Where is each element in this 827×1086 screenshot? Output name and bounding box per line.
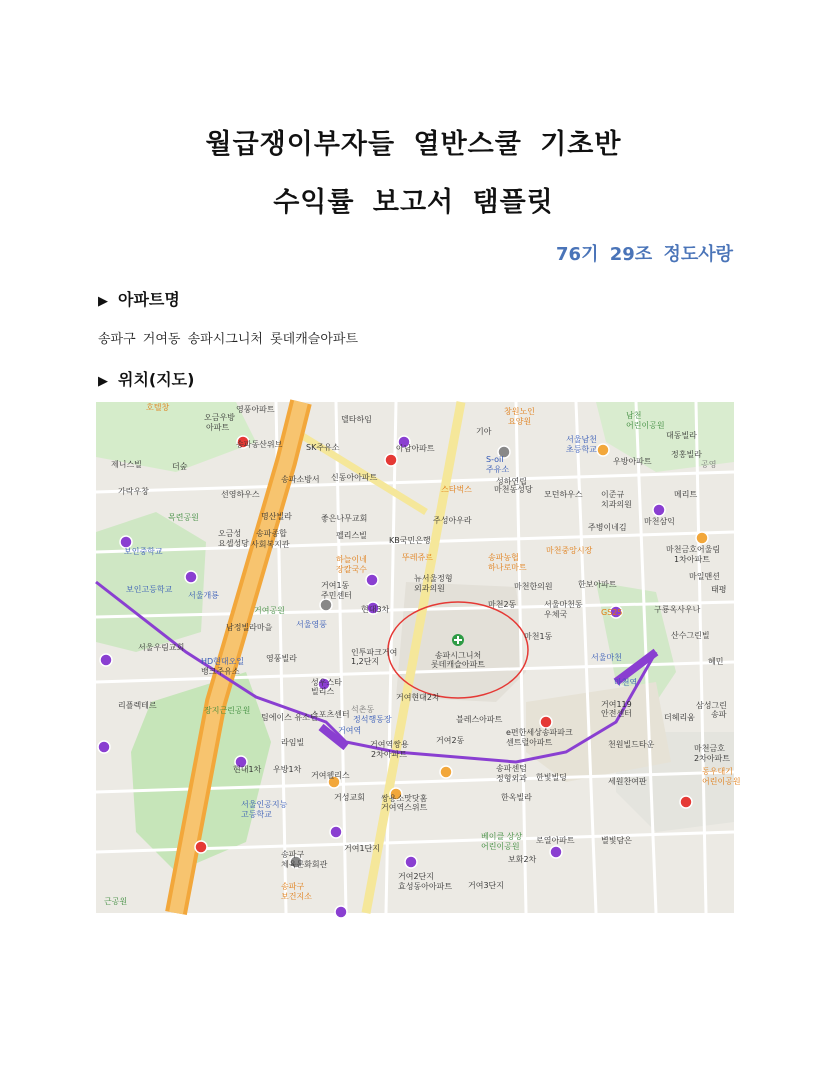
map-label: 서울인공지능 xyxy=(241,800,288,809)
map-label: 거여웰리스 xyxy=(311,771,350,780)
map-label: 서울영풍 xyxy=(296,620,327,629)
map-label: 2차아파트 xyxy=(371,750,408,759)
poi-marker-icon[interactable] xyxy=(680,796,692,808)
map-label: 거여2동 xyxy=(436,736,465,745)
section-label: 아파트명 xyxy=(118,290,180,309)
map-label: 구룡옥사우나 xyxy=(654,605,701,614)
map-label: 거성교회 xyxy=(334,793,365,802)
map-label: 대동빌라 xyxy=(666,431,697,440)
map-label: 안전센터 xyxy=(601,709,632,718)
poi-marker-icon[interactable] xyxy=(366,574,378,586)
map-label: 인투파크거여 xyxy=(351,648,398,657)
triangle-bullet-icon: ▶ xyxy=(98,294,108,309)
map-label: 한빛빌딩 xyxy=(536,773,567,782)
map-label: 마천금호어울림 xyxy=(666,545,721,554)
map-label: 성우스타 xyxy=(311,678,342,687)
map-label: 송파 xyxy=(711,710,727,719)
document-title-line1: 월급쟁이부자들 열반스쿨 기초반 xyxy=(205,129,622,160)
map-label: 창원노인 xyxy=(504,407,535,416)
map-label: 태평 xyxy=(711,585,727,594)
map-label: 팀에이스 유소년 xyxy=(261,713,318,722)
poi-marker-icon[interactable] xyxy=(405,856,417,868)
map-label: 마천동성당 xyxy=(494,485,533,494)
map-label: 사회복지관 xyxy=(251,540,290,549)
map-label: 펠리스빌 xyxy=(336,531,367,540)
author-info: 76기 29조 정도사랑 xyxy=(556,244,733,265)
map-label: 뚜레쥬르 xyxy=(402,553,433,562)
map-label: 어린이공원 xyxy=(481,842,520,851)
poi-marker-icon[interactable] xyxy=(320,599,332,611)
map-label: 거여역스위트 xyxy=(381,803,428,812)
location-map[interactable] xyxy=(96,402,741,913)
map-label: 좋은나무교회 xyxy=(321,514,368,523)
section-heading-location xyxy=(98,367,194,390)
map-label: 거여119 xyxy=(601,700,632,709)
map-label: 천원빌드타운 xyxy=(608,740,655,749)
map-label: 송파구 xyxy=(281,882,305,891)
map-label: 남천 xyxy=(626,411,642,420)
map-label: 거여공원 xyxy=(254,606,285,615)
poi-marker-icon[interactable] xyxy=(185,571,197,583)
map-label: 영풍빌라 xyxy=(266,654,297,663)
poi-marker-icon[interactable] xyxy=(597,444,609,456)
section-heading-apartment xyxy=(98,287,180,310)
map-label: HD현대오일 xyxy=(201,657,245,666)
map-label: 더숲 xyxy=(172,462,188,471)
map-label: 송파센텀 xyxy=(496,764,527,773)
map-label: 거여현대2차 xyxy=(396,693,440,702)
map-label: 요양원 xyxy=(508,417,532,426)
map-label: 송파종합 xyxy=(256,529,287,538)
map-label: 한보아파트 xyxy=(578,580,617,589)
map-label: e편한세상송파파크 xyxy=(506,728,573,737)
map-label: 호텔창 xyxy=(146,403,170,412)
map-label: 아파트 xyxy=(206,423,230,432)
map-label: 우체국 xyxy=(544,610,568,619)
map-label: 주유소 xyxy=(486,465,510,474)
map-label: 외과의원 xyxy=(414,584,445,593)
map-label: 장칼국수 xyxy=(336,565,367,574)
map-label: 정형외과 xyxy=(496,774,527,783)
map-label: 서울우림교회 xyxy=(138,643,185,652)
map-label: 오금우방 xyxy=(204,413,235,422)
map-label: 어린이공원 xyxy=(702,777,741,786)
map-label: 베이클 상상 xyxy=(481,832,523,841)
map-label: 거여1동 xyxy=(321,581,350,590)
map-label: 스포츠센터 xyxy=(311,710,350,719)
map-label: 산수그린빌 xyxy=(671,631,710,640)
map-label: 오금성 xyxy=(218,529,242,538)
poi-marker-icon[interactable] xyxy=(335,906,347,918)
section-label: 위치(지도) xyxy=(118,370,195,389)
map-label: 보인고등학교 xyxy=(126,585,173,594)
poi-marker-icon[interactable] xyxy=(540,716,552,728)
map-label: 2차아파트 xyxy=(694,754,731,763)
map-label: SK주유소 xyxy=(306,443,340,452)
map-label: 마천삼익 xyxy=(644,517,675,526)
map-label: 뱅크주유소 xyxy=(201,667,240,676)
map-label: 어린이공원 xyxy=(626,421,665,430)
map-label: 쌍용소맛닷홈 xyxy=(381,794,428,803)
map-label: 거여2단지 xyxy=(398,872,435,881)
poi-marker-icon[interactable] xyxy=(696,532,708,544)
map-label: 현대1차 xyxy=(233,765,262,774)
map-label: 델타하임 xyxy=(341,415,372,424)
map-label: 공영 xyxy=(701,460,717,469)
map-label: 이준규 xyxy=(601,490,625,499)
map-label: 서울마천동 xyxy=(544,600,583,609)
map-canvas[interactable] xyxy=(96,402,741,913)
map-label: 정홍빌라 xyxy=(671,450,702,459)
map-label: 거여3단지 xyxy=(468,881,505,890)
map-label: 치과의원 xyxy=(601,500,632,509)
poi-marker-icon[interactable] xyxy=(330,826,342,838)
map-label: 마일맨션 xyxy=(689,572,720,581)
map-label: 센트럴아파트 xyxy=(506,738,553,747)
poi-marker-icon[interactable] xyxy=(440,766,452,778)
target-label-line1: 송파시그니처 xyxy=(434,651,482,660)
triangle-bullet-icon: ▶ xyxy=(98,374,108,389)
map-label: 서울개룡 xyxy=(188,591,219,600)
map-label: 주병이네김 xyxy=(588,523,627,532)
map-label: 더헤리움 xyxy=(664,713,695,722)
map-label: 거여역 xyxy=(338,726,362,735)
apartment-name-text: 송파구 거여동 송파시그니처 롯데캐슬아파트 xyxy=(98,332,358,347)
poi-marker-icon[interactable] xyxy=(100,654,112,666)
map-label: 보건지소 xyxy=(281,892,312,901)
target-label-line2: 롯데캐슬아파트 xyxy=(430,660,486,669)
map-label: 영풍아파트 xyxy=(236,405,275,414)
map-label: 빌리스 xyxy=(311,687,335,696)
map-label: 가락우창 xyxy=(118,487,149,496)
poi-marker-icon[interactable] xyxy=(385,454,397,466)
map-label: 선영하우스 xyxy=(221,490,260,499)
map-label: 마천1동 xyxy=(524,632,553,641)
map-label: 명산빌라 xyxy=(261,512,292,521)
map-label: 별빛담은 xyxy=(601,836,632,845)
map-label: 혜민 xyxy=(708,657,724,666)
map-label: 하나로마트 xyxy=(488,563,527,572)
map-label: 송파동산위브 xyxy=(236,440,283,449)
map-label: 마천역 xyxy=(614,678,638,687)
map-label: 남정빌라마을 xyxy=(226,623,273,632)
map-label: 효성동아아파트 xyxy=(398,882,453,891)
poi-marker-icon[interactable] xyxy=(98,741,110,753)
map-label: 모던하우스 xyxy=(544,490,583,499)
map-label: 삼성그린 xyxy=(696,701,727,710)
map-label: 주민센터 xyxy=(321,591,352,600)
map-label: 세원찬여판 xyxy=(608,777,647,786)
map-label: 거여1단지 xyxy=(344,844,381,853)
poi-marker-icon[interactable] xyxy=(195,841,207,853)
map-label: 주성아우라 xyxy=(433,516,472,525)
map-label: 뉴서울정형 xyxy=(414,574,453,583)
map-label: 정석행동장 xyxy=(353,715,392,724)
map-label: 마천2동 xyxy=(488,600,517,609)
map-label: 라임빌 xyxy=(281,738,305,747)
map-label: 리플렉테르 xyxy=(118,701,157,710)
map-label: 우방1차 xyxy=(273,765,302,774)
map-label: 목련공원 xyxy=(168,513,199,522)
map-label: 체육문화회관 xyxy=(281,860,328,869)
map-label: 신동아아파트 xyxy=(331,473,378,482)
map-label: 아남아파트 xyxy=(396,444,435,453)
poi-marker-icon[interactable] xyxy=(653,504,665,516)
map-label: 석촌동 xyxy=(351,705,375,714)
map-label: 초등학교 xyxy=(566,445,597,454)
map-label: 서울마천 xyxy=(591,653,622,662)
poi-marker-icon[interactable] xyxy=(550,846,562,858)
map-label: 서울남천 xyxy=(566,435,597,444)
map-label: 현대3차 xyxy=(361,605,390,614)
document-title-line2: 수익률 보고서 탬플릿 xyxy=(273,187,554,218)
map-label: 장지근린공원 xyxy=(204,706,251,715)
map-label: 하늘이네 xyxy=(336,555,367,564)
map-label: 제니스빌 xyxy=(111,460,142,469)
map-label: 보화2차 xyxy=(508,855,537,864)
map-label: 마천중앙시장 xyxy=(546,546,593,555)
map-label: 요셉성당 xyxy=(218,539,249,548)
map-label: 송파구 xyxy=(281,850,305,859)
map-label: 로열아파트 xyxy=(536,836,575,845)
map-label: 근공원 xyxy=(104,897,128,906)
map-label: 우방아파트 xyxy=(613,457,652,466)
map-label: 1,2단지 xyxy=(351,657,380,666)
map-label: 거여역쌍용 xyxy=(370,740,409,749)
map-label: GS25 xyxy=(601,608,623,617)
map-label: 메리트 xyxy=(674,490,698,499)
map-label: 송파소방서 xyxy=(281,475,320,484)
map-label: 성하연립 xyxy=(496,477,527,486)
map-label: 마천금호 xyxy=(694,744,725,753)
map-label: 보인중학교 xyxy=(124,547,163,556)
map-label: 마천한의원 xyxy=(514,582,553,591)
map-label: 동우대기 xyxy=(702,767,733,776)
map-label: KB국민은행 xyxy=(389,536,431,545)
map-label: 송파농협 xyxy=(488,553,519,562)
map-label: 1차아파트 xyxy=(674,555,711,564)
map-label: 스타벅스 xyxy=(441,485,472,494)
map-label: 고등학교 xyxy=(241,810,272,819)
map-label: 기아 xyxy=(476,427,492,436)
map-label: 한옥빌라 xyxy=(501,793,532,802)
map-label: 블레스아파트 xyxy=(456,715,503,724)
map-label: S-oil xyxy=(486,455,504,464)
